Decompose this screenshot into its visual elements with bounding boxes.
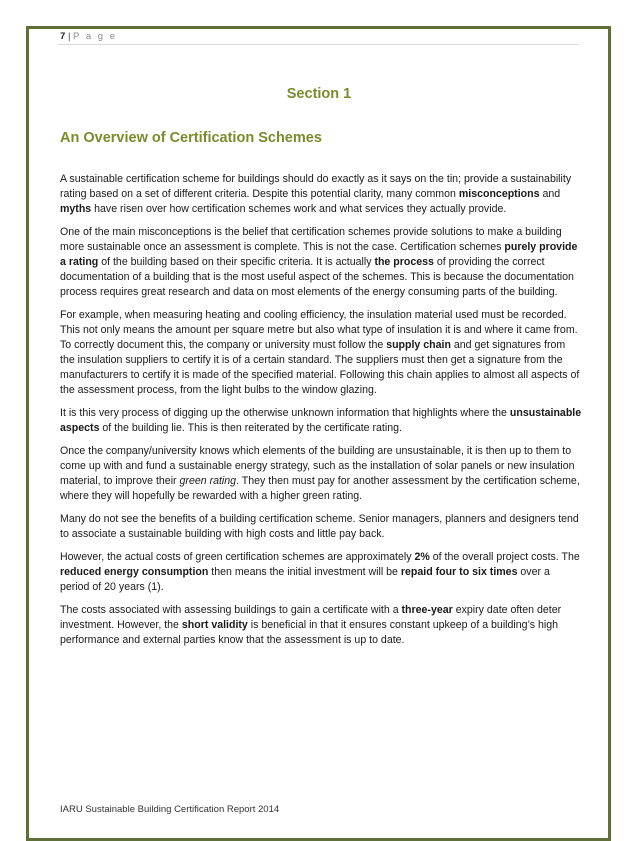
text-run: However, the actual costs of green certification schemes are approximately (60, 551, 415, 563)
bold-text: three-year (401, 604, 453, 616)
section-title: Section 1 (286, 86, 352, 102)
bold-text: 2% (414, 551, 430, 563)
text-run: Once the company/university knows which elements of the building are unsustainable, it is then up to them to come up with and fund a sustainable energy strategy, such as the installation of solar panels or new insulation material, to improve their (60, 445, 575, 487)
text-run: over a period of 20 years (1). (60, 566, 550, 593)
footer: IARU Sustainable Building Certification Report 2014 (60, 804, 280, 815)
text-run: A sustainable certification scheme for buildings should do exactly as it says on the tin; provide a sustainability rating based on a set of different criteria. Despite this potential clarity, many common (60, 173, 572, 200)
text-run: then means the initial investment will be (208, 566, 401, 578)
text-run: One of the main misconceptions is the belief that certification schemes provide solutions to make a building more sustainable once an assessment is complete. This is not the case. Certification schemes (60, 226, 562, 253)
paragraph (60, 225, 582, 300)
bold-text: short validity (181, 619, 248, 631)
paragraph (60, 444, 582, 504)
paragraph (60, 550, 582, 595)
text-run: It is this very process of digging up the otherwise unknown information that highlights where the (60, 407, 510, 419)
text-run: of providing the correct documentation of a building that is the most useful aspect of the schemes. This is because the documentation process requires great research and data on most elements of the energy consuming parts of the building. (60, 256, 574, 298)
bold-text: reduced energy consumption (60, 566, 209, 578)
bold-text: supply chain (386, 339, 451, 351)
paragraph (60, 308, 582, 398)
bold-text: unsustainable aspects (60, 407, 582, 434)
page-separator: | (67, 31, 71, 42)
italic-text: green rating (179, 475, 237, 487)
text-run: have risen over how certification schemes work and what services they actually provide. (91, 203, 507, 215)
page-number: 7 (60, 31, 66, 42)
paragraph (60, 406, 582, 436)
paragraph (60, 512, 582, 542)
text-run: For example, when measuring heating and cooling efficiency, the insulation material used must be recorded. This not only means the amount per square metre but also what type of insulation it is and where it came from. To correctly document this, the company or university must follow the (60, 309, 578, 351)
text-run: . They then must pay for another assessment by the certification scheme, where they will hopefully be rewarded with a higher green rating. (60, 475, 580, 502)
bold-text: the process (374, 256, 434, 268)
page-word: P a g e (73, 31, 117, 42)
bold-text: repaid four to six times (400, 566, 518, 578)
bold-text: misconceptions (458, 188, 540, 200)
text-run: of the overall project costs. The (429, 551, 580, 563)
text-run: and get signatures from the insulation suppliers to certify it is of a certain standard. The suppliers must then get a signature from the manufacturers to certify it is made of the specified material. Following this chain applies to almost all aspects of the assessment process, from the light bulbs to the window glazing. (60, 339, 580, 396)
text-run: and (539, 188, 561, 200)
text-run: Many do not see the benefits of a building certification scheme. Senior managers, planners and designers tend to associate a sustainable building with high costs and little pay back. (60, 513, 579, 540)
text-run: of the building based on their specific criteria. It is actually (98, 256, 375, 268)
header-divider (58, 44, 579, 45)
subtitle: An Overview of Certification Schemes (60, 130, 322, 146)
page-number-header (60, 31, 117, 42)
text-run: is beneficial in that it ensures constant upkeep of a building’s high performance and external parties know that the assessment is up to date. (60, 619, 558, 646)
bold-text: purely provide a rating (60, 241, 578, 268)
text-run: The costs associated with assessing buildings to gain a certificate with a (60, 604, 402, 616)
bold-text: myths (60, 203, 92, 215)
paragraph (60, 603, 582, 648)
text-run: of the building lie. This is then reiterated by the certificate rating. (99, 422, 402, 434)
paragraph (60, 172, 582, 217)
body-text (60, 172, 582, 656)
text-run: expiry date often deter investment. However, the (60, 604, 562, 631)
